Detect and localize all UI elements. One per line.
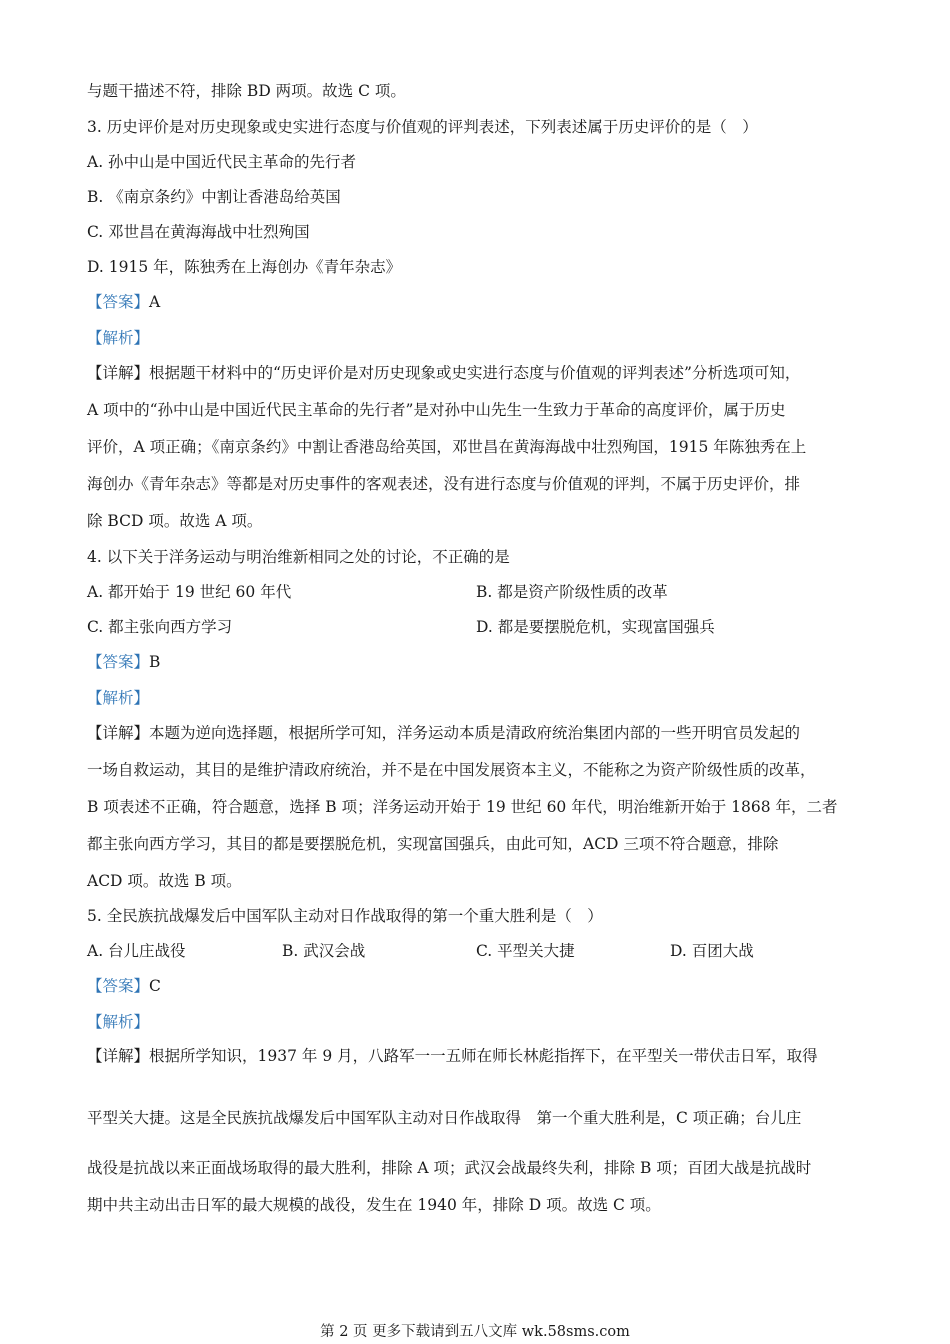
q3-detail-line: 【详解】根据题干材料中的“历史评价是对历史现象或史实进行态度与价值观的评判表述”分析选项可知， — [87, 364, 801, 382]
q3-detail-line: A 项中的“孙中山是中国近代民主革命的先行者”是对孙中山先生一生致力于革命的高度评价，属于历史 — [87, 401, 786, 419]
answer-value: B — [149, 653, 161, 671]
q4-option-b: B. 都是资产阶级性质的改革 — [476, 583, 668, 601]
page-footer: 第 2 页 更多下载请到五八文库 wk.58sms.com — [320, 1324, 630, 1340]
q3-answer — [87, 292, 160, 312]
q3-detail-line: 海创办《青年杂志》等都是对历史事件的客观表述，没有进行态度与价值观的评判，不属于历史评价，排 — [87, 475, 801, 493]
question-3: 3. 历史评价是对历史现象或史实进行态度与价值观的评判表述，下列表述属于历史评价的是（ ） — [87, 118, 758, 136]
q5-option-b: B. 武汉会战 — [282, 942, 366, 960]
answer-value: C — [149, 977, 161, 995]
q4-option-d: D. 都是要摆脱危机，实现富国强兵 — [476, 618, 715, 636]
detail-tag: 【详解】 — [87, 364, 150, 382]
q5-option-a: A. 台儿庄战役 — [87, 942, 186, 960]
q3-detail-line: 评价，A 项正确；《南京条约》中割让香港岛给英国，邓世昌在黄海海战中壮烈殉国，1915 年陈独秀在上 — [87, 438, 807, 456]
q4-answer — [87, 652, 160, 672]
answer-value: A — [149, 293, 161, 311]
answer-tag: 【答案】 — [87, 293, 150, 311]
q4-detail-line: 【详解】本题为逆向选择题，根据所学可知，洋务运动本质是清政府统治集团内部的一些开明官员发起的 — [87, 724, 801, 742]
paragraph-line: 与题干描述不符，排除 BD 两项。故选 C 项。 — [87, 82, 406, 100]
q4-option-c: C. 都主张向西方学习 — [87, 618, 233, 636]
question-4: 4. 以下关于洋务运动与明治维新相同之处的讨论，不正确的是 — [87, 548, 510, 566]
q3-option-b: B. 《南京条约》中割让香港岛给英国 — [87, 188, 341, 206]
q5-detail-line: 平型关大捷。这是全民族抗战爆发后中国军队主动对日作战取得 第一个重大胜利是，C 项正确；台儿庄 — [87, 1109, 802, 1127]
detail-tag: 【详解】 — [87, 724, 150, 742]
answer-tag: 【答案】 — [87, 653, 150, 671]
q3-option-c: C. 邓世昌在黄海海战中壮烈殉国 — [87, 223, 310, 241]
q4-detail-line: ACD 项。故选 B 项。 — [87, 872, 242, 890]
q4-detail-line: B 项表述不正确，符合题意，选择 B 项；洋务运动开始于 19 世纪 60 年代，明治维新开始于 1868 年，二者 — [87, 798, 838, 816]
q5-detail-line: 【详解】根据所学知识，1937 年 9 月，八路军一一五师在师长林彪指挥下，在平型关一带伏击日军，取得 — [87, 1047, 818, 1065]
q3-analysis-tag: 【解析】 — [87, 329, 150, 347]
q4-analysis-tag: 【解析】 — [87, 689, 150, 707]
q5-detail-line: 期中共主动出击日军的最大规模的战役，发生在 1940 年，排除 D 项。故选 C 项。 — [87, 1196, 661, 1214]
q3-option-a: A. 孙中山是中国近代民主革命的先行者 — [87, 153, 357, 171]
q5-option-c: C. 平型关大捷 — [476, 942, 575, 960]
q5-detail-line: 战役是抗战以来正面战场取得的最大胜利，排除 A 项；武汉会战最终失利，排除 B 项；百团大战是抗战时 — [87, 1159, 812, 1177]
q4-detail-line: 一场自救运动，其目的是维护清政府统治，并不是在中国发展资本主义，不能称之为资产阶级性质的改革， — [87, 761, 816, 779]
question-5: 5. 全民族抗战爆发后中国军队主动对日作战取得的第一个重大胜利是（ ） — [87, 907, 603, 925]
q3-option-d: D. 1915 年，陈独秀在上海创办《青年杂志》 — [87, 258, 402, 276]
q4-option-a: A. 都开始于 19 世纪 60 年代 — [87, 583, 292, 601]
q5-option-d: D. 百团大战 — [670, 942, 754, 960]
q3-detail-line: 除 BCD 项。故选 A 项。 — [87, 512, 263, 530]
q5-analysis-tag: 【解析】 — [87, 1013, 150, 1031]
detail-tag: 【详解】 — [87, 1047, 150, 1065]
q4-detail-line: 都主张向西方学习，其目的都是要摆脱危机，实现富国强兵，由此可知，ACD 三项不符合题意，排除 — [87, 835, 779, 853]
answer-tag: 【答案】 — [87, 977, 150, 995]
q5-answer — [87, 976, 161, 996]
